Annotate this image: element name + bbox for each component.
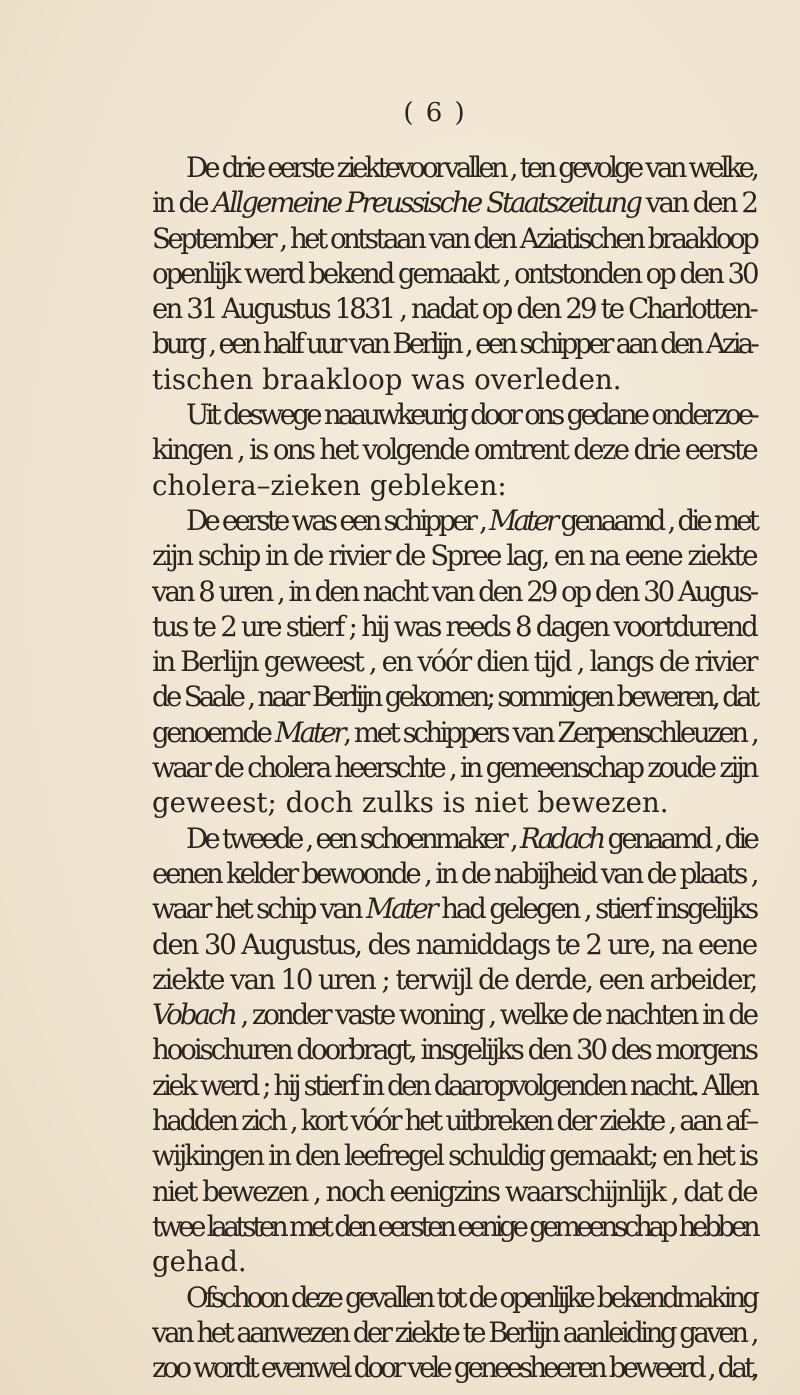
text-line: genoemde Mater, met schippers van Zerpenschleuzen , xyxy=(152,715,757,749)
text-line: en 31 Augustus 1831 , nadat op den 29 te Charlotten- xyxy=(152,292,756,326)
text-line: kingen , is ons het volgende omtrent deze drie eerste xyxy=(152,433,756,467)
text-line: waar de cholera heerschte , in gemeenschap zoude zijn xyxy=(152,751,757,785)
text-line: wijkingen in den leefregel schuldig gemaakt; en het is xyxy=(152,1139,757,1173)
text-line: Vobach , zonder vaste woning , welke de nachten in de xyxy=(152,998,756,1032)
paragraph-2 xyxy=(118,397,756,503)
text-line: van 8 uren , in den nacht van den 29 op den 30 Augus- xyxy=(152,574,756,608)
text-line: September , het ontstaan van den Aziatischen braakloop xyxy=(152,221,757,255)
text-line: niet bewezen , noch eenigzins waarschijnlijk , dat de xyxy=(152,1174,756,1208)
text-line: De tweede , een schoenmaker , Radach genaamd , die xyxy=(186,821,756,855)
page-number: ( 6 ) xyxy=(403,98,467,128)
text-line: zoo wordt evenwel door vele geneesheeren beweerd , dat, xyxy=(152,1351,757,1385)
text-line: den 30 Augustus, des namiddags te 2 ure, na eene xyxy=(152,927,756,961)
text-line: tischen braakloop was overleden. xyxy=(152,362,622,396)
text-line: De eerste was een schipper , Mater genaamd , die met xyxy=(186,503,757,537)
text-line: geweest; doch zulks is niet bewezen. xyxy=(152,786,669,820)
paragraph-4 xyxy=(118,821,756,1280)
paragraph-3 xyxy=(118,503,756,821)
text-line: in Berlijn geweest , en vóór dien tijd , langs de rivier xyxy=(152,645,756,679)
text-line: Uit deswege naauwkeurig door ons gedane onderzoe- xyxy=(186,398,756,432)
text-line: ziek werd ; hij stierf in den daaropvolgenden nacht. Allen xyxy=(152,1068,757,1102)
paragraph-5 xyxy=(118,1280,756,1386)
text-line: eenen kelder bewoonde , in de nabijheid van de plaats , xyxy=(152,856,757,890)
text-line: burg , een half uur van Berlijn , een schipper aan den Azia- xyxy=(152,327,757,361)
text-line: cholera–zieken gebleken: xyxy=(152,468,507,502)
text-line: twee laatsten met den eersten eenige gemeenschap hebben xyxy=(152,1209,757,1243)
text-line: zijn schip in de rivier de Spree lag, en na eene ziekte xyxy=(152,539,756,573)
text-line: in de Allgemeine Preussische Staatszeitung van den 2 xyxy=(152,186,756,220)
text-line: tus te 2 ure stierf ; hij was reeds 8 dagen voortdurend xyxy=(152,609,756,643)
text-line: openlijk werd bekend gemaakt , ontstonden op den 30 xyxy=(152,256,757,290)
text-line: Ofschoon deze gevallen tot de openlijke bekendmaking xyxy=(186,1280,756,1314)
text-line: hadden zich , kort vóór het uitbreken der ziekte , aan af– xyxy=(152,1104,756,1138)
text-line: hooischuren doorbragt, insgelijks den 30 des morgens xyxy=(152,1033,756,1067)
text-line: ziekte van 10 uren ; terwijl de derde, een arbeider, xyxy=(152,962,757,996)
paragraph-1 xyxy=(118,150,756,397)
text-line: waar het schip van Mater had gelegen , stierf insgelijks xyxy=(152,892,757,926)
body-text xyxy=(118,150,756,1385)
text-line: van het aanwezen der ziekte te Berlijn aanleiding gaven , xyxy=(152,1315,756,1349)
text-line: de Saale , naar Berlijn gekomen; sommigen beweren, dat xyxy=(152,680,757,714)
text-line: gehad. xyxy=(152,1245,247,1279)
text-line: De drie eerste ziektevoorvallen , ten gevolge van welke, xyxy=(186,151,757,184)
